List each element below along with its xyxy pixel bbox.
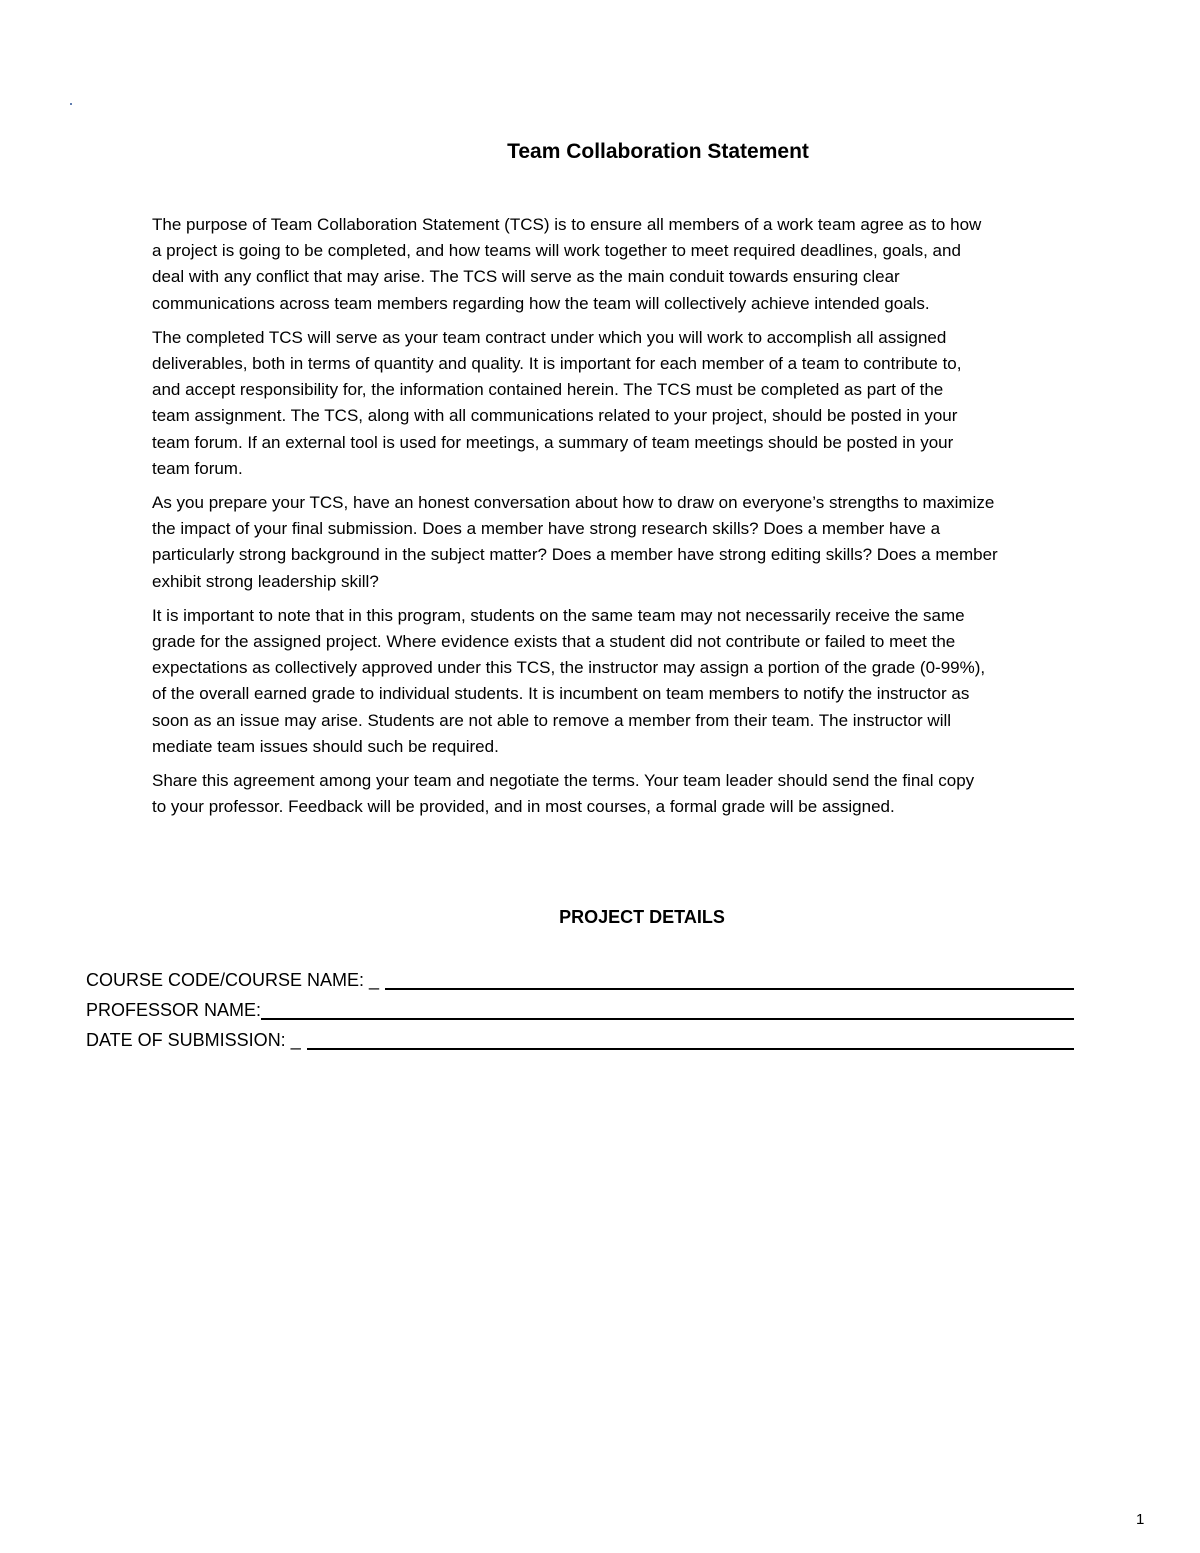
corner-mark xyxy=(70,103,72,105)
professor-field-row xyxy=(86,994,1074,1024)
text-line: The purpose of Team Collaboration Statement (TCS) is to ensure all members of a work team agree as to how xyxy=(152,215,982,234)
text-line: grade for the assigned project. Where evidence exists that a student did not contribute or failed to meet the xyxy=(152,632,956,652)
text-line: the impact of your final submission. Does a member have strong research skills? Does a member have a xyxy=(152,519,941,539)
course-field-label: COURSE CODE/COURSE NAME: _ xyxy=(86,970,380,990)
text-line: It is important to note that in this program, students on the same team may not necessarily receive the same xyxy=(152,605,965,625)
text-line: communications across team members regarding how the team will collectively achieve intended goals. xyxy=(152,293,930,313)
submission-date-field-row xyxy=(86,1024,1074,1054)
text-line: of the overall earned grade to individual students. It is incumbent on team members to notify the instructor as xyxy=(152,684,970,704)
paragraph-strengths xyxy=(152,490,1142,595)
text-line: team forum. If an external tool is used for meetings, a summary of team meetings should be posted in your xyxy=(152,432,954,452)
text-line: a project is going to be completed, and how teams will work together to meet required deadlines, goals, and xyxy=(152,241,961,261)
text-line: The completed TCS will serve as your team contract under which you will work to accomplish all assigned xyxy=(152,327,947,347)
text-line: mediate team issues should such be required. xyxy=(152,736,499,756)
text-line: and accept responsibility for, the information contained herein. The TCS must be completed as part of the xyxy=(152,380,944,400)
text-line: As you prepare your TCS, have an honest conversation about how to draw on everyone’s strengths to maximize xyxy=(152,493,995,513)
project-details-form xyxy=(86,964,1076,1054)
text-line: Share this agreement among your team and negotiate the terms. Your team leader should send the final copy xyxy=(152,771,975,791)
text-line: soon as an issue may arise. Students are not able to remove a member from their team. The instructor will xyxy=(152,710,952,730)
page-number: 1 xyxy=(1136,1511,1145,1528)
text-line: particularly strong background in the subject matter? Does a member have strong editing skills? Does a member xyxy=(152,545,998,565)
text-line: deliverables, both in terms of quantity and quality. It is important for each member of a team to contribute to, xyxy=(152,354,962,374)
text-line: team forum. xyxy=(152,458,243,478)
text-line: deal with any conflict that may arise. The TCS will serve as the main conduit towards ensuring clear xyxy=(152,267,900,287)
paragraph-team-contract xyxy=(152,325,1142,482)
text-line: exhibit strong leadership skill? xyxy=(152,571,379,591)
paragraph-purpose xyxy=(152,212,1142,317)
submission-date-field-label: DATE OF SUBMISSION: _ xyxy=(86,1030,301,1050)
paragraph-share-agreement xyxy=(152,768,1142,820)
document-body xyxy=(152,212,1142,828)
document-title: Team Collaboration Statement xyxy=(507,140,809,163)
text-line: expectations as collectively approved under this TCS, the instructor may assign a portion of the grade (0-99%), xyxy=(152,658,986,678)
course-field-line[interactable] xyxy=(385,988,1074,990)
professor-field-label: PROFESSOR NAME: xyxy=(86,1000,262,1020)
text-line: to your professor. Feedback will be provided, and in most courses, a formal grade will be assigned. xyxy=(152,797,895,817)
project-details-heading: PROJECT DETAILS xyxy=(559,907,725,927)
text-line: team assignment. The TCS, along with all communications related to your project, should be posted in your xyxy=(152,406,958,426)
course-field-row xyxy=(86,964,1074,994)
professor-field-line[interactable] xyxy=(261,1018,1074,1020)
paragraph-grading xyxy=(152,603,1142,760)
submission-date-field-line[interactable] xyxy=(307,1048,1074,1050)
